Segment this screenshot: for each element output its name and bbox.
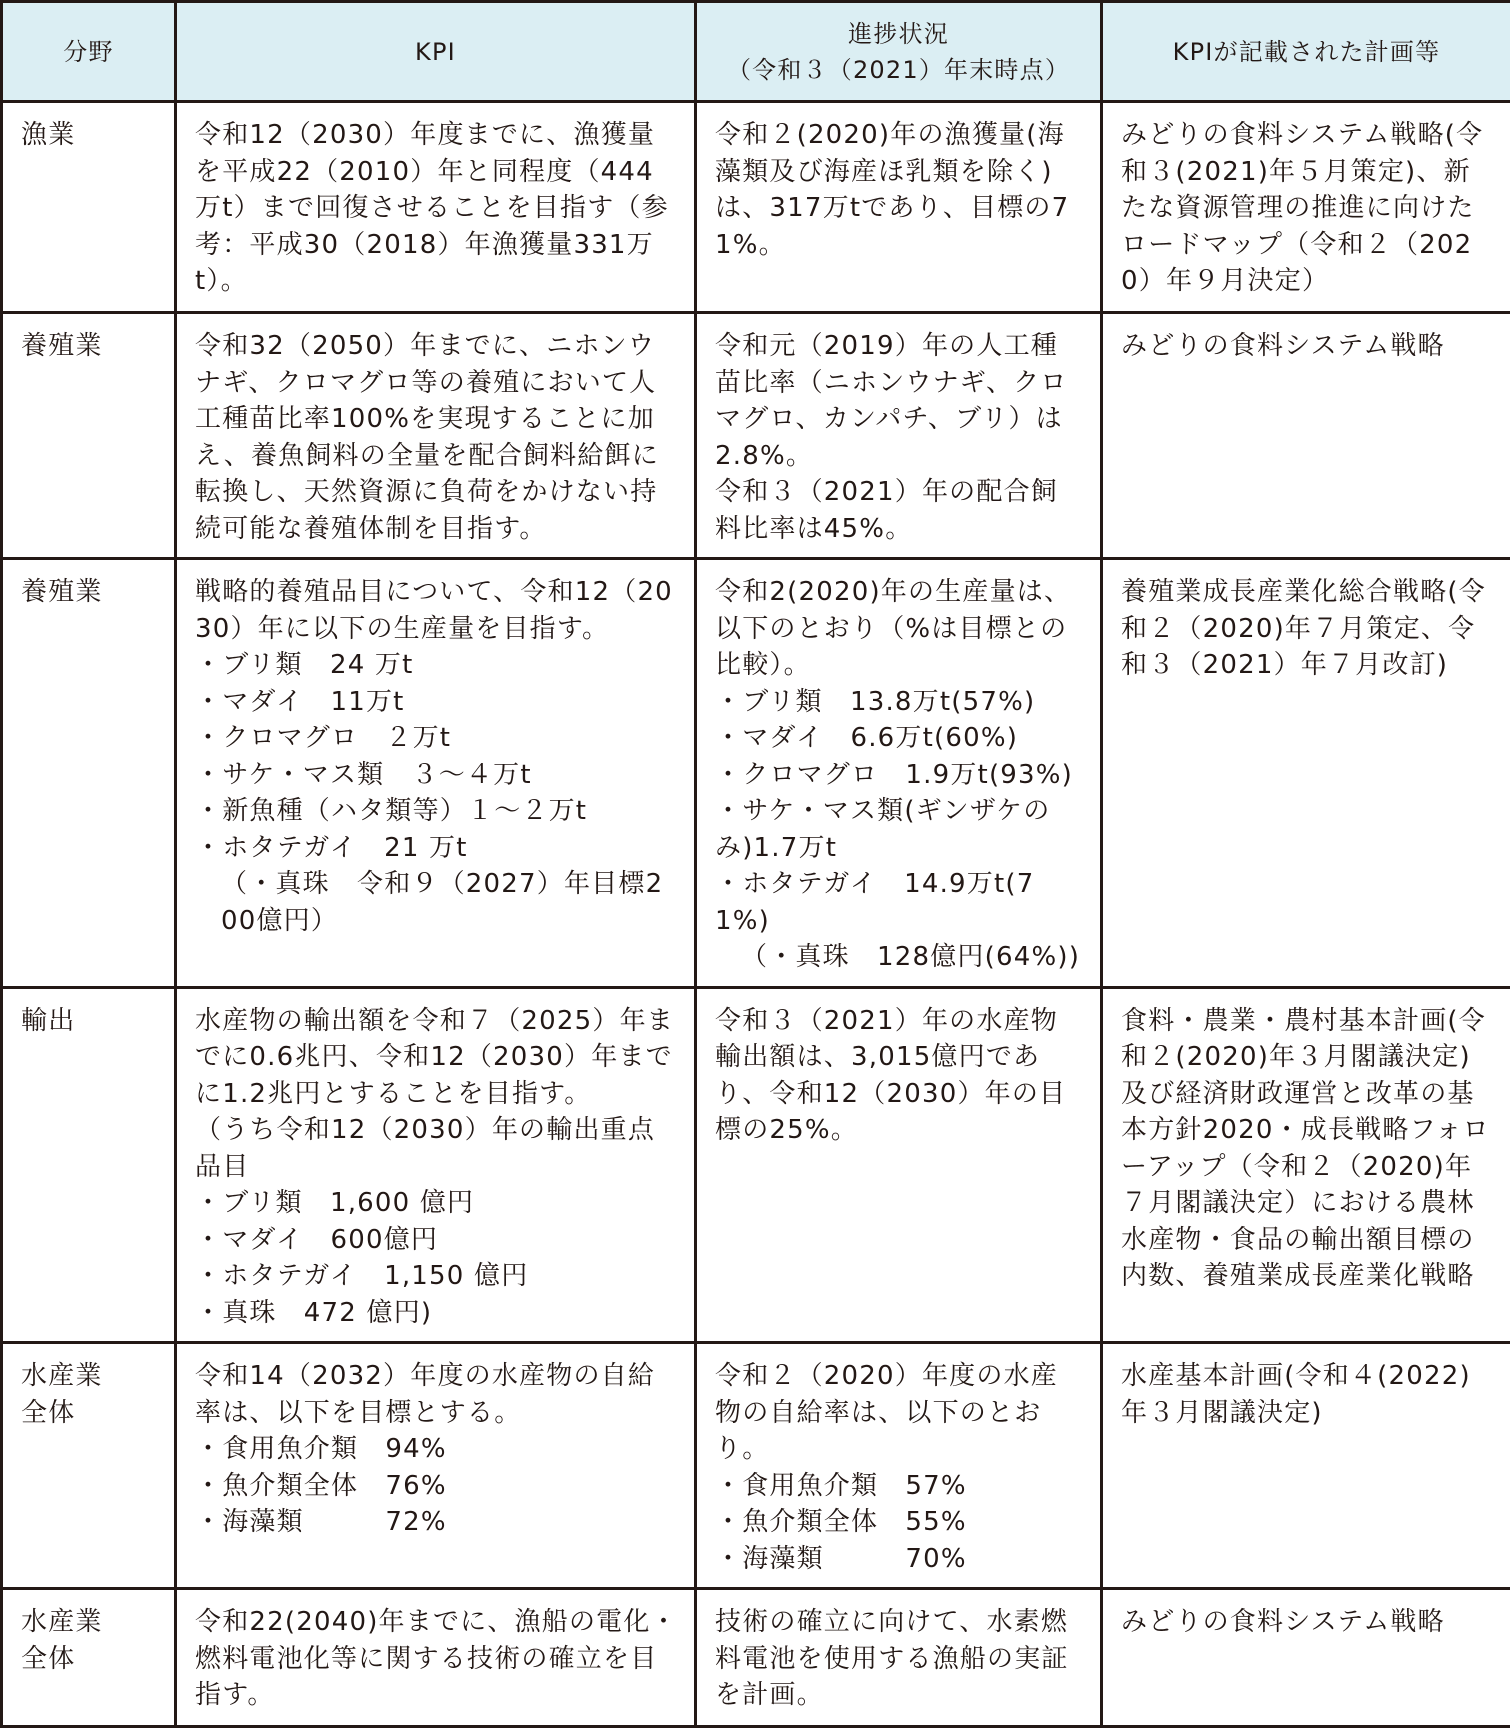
header-progress: [696, 2, 1102, 102]
table-row: [2, 313, 1510, 559]
cell-plan: みどりの食料システム戦略: [1102, 313, 1510, 559]
table-row: [2, 102, 1510, 313]
cell-plan: 食料・農業・農村基本計画(令和２(2020)年３月閣議決定)及び経済財政運営と改革の基本方針2020・成長戦略フォローアップ（令和２（2020)年７月閣議決定）における農林水産物・食品の輸出額目標の内数、養殖業成長産業化戦略: [1102, 987, 1510, 1343]
list-item: ・ホタテガイ 21 万t: [195, 830, 678, 867]
list-item: ・新魚種（ハタ類等）１～２万t: [195, 793, 678, 830]
list-item: ・サケ・マス類(ギンザケのみ)1.7万t: [715, 793, 1084, 866]
list-item: （・真珠 128億円(64%)): [715, 939, 1084, 976]
cell-kpi: 令和12（2030）年度までに、漁獲量を平成22（2010）年と同程度（444万t）まで回復させることを目指す（参考：平成30（2018）年漁獲量331万t）。: [176, 102, 696, 313]
list-item: ・クロマグロ ２万t: [195, 720, 678, 757]
cell-plan: みどりの食料システム戦略(令和３(2021)年５月策定)、新たな資源管理の推進に向けたロードマップ（令和２（2020）年９月決定）: [1102, 102, 1510, 313]
list-item: ・海藻類 72%: [195, 1504, 678, 1541]
cell-field: 輸出: [2, 987, 176, 1343]
table-row: [2, 1343, 1510, 1589]
list-item: ・食用魚介類 94%: [195, 1431, 678, 1468]
cell-kpi: 令和14（2032）年度の水産物の自給率は、以下を目標とする。 ・食用魚介類 94% ・魚介類全体 76% ・海藻類 72%: [176, 1343, 696, 1589]
list-item: ・食用魚介類 57%: [715, 1468, 1084, 1505]
list-item: ・ホタテガイ 14.9万t(71%): [715, 866, 1084, 939]
cell-kpi: 戦略的養殖品目について、令和12（2030）年に以下の生産量を目指す。 ・ブリ類 24 万t ・マダイ 11万t ・クロマグロ ２万t ・サケ・マス類 ３～４万t ・新魚種（ハタ類等）１～２万t ・ホタテガイ 21 万t （・真珠 令和９（2027）年目標200億円）: [176, 559, 696, 988]
list-item: ・ブリ類 24 万t: [195, 647, 678, 684]
header-field: 分野: [2, 2, 176, 102]
cell-field: 養殖業: [2, 313, 176, 559]
list-item: ・魚介類全体 76%: [195, 1468, 678, 1505]
list-item: （・真珠 令和９（2027）年目標200億円）: [195, 866, 678, 939]
cell-field: 漁業: [2, 102, 176, 313]
list-item: ・真珠 472 億円): [195, 1295, 678, 1332]
list-item: ・マダイ 600億円: [195, 1222, 678, 1259]
cell-kpi: 令和22(2040)年までに、漁船の電化・燃料電池化等に関する技術の確立を目指す。: [176, 1589, 696, 1727]
table-row: [2, 987, 1510, 1343]
cell-progress: 令和２(2020)年の漁獲量(海藻類及び海産ほ乳類を除く)は、317万tであり、目標の71%。: [696, 102, 1102, 313]
cell-kpi: 令和32（2050）年までに、ニホンウナギ、クロマグロ等の養殖において人工種苗比率100%を実現することに加え、養魚飼料の全量を配合飼料給餌に転換し、天然資源に負荷をかけない持続可能な養殖体制を目指す。: [176, 313, 696, 559]
table-row: [2, 559, 1510, 988]
cell-progress: 令和３（2021）年の水産物輸出額は、3,015億円であり、令和12（2030）年の目標の25%。: [696, 987, 1102, 1343]
cell-progress: 令和元（2019）年の人工種苗比率（ニホンウナギ、クロマグロ、カンパチ、ブリ）は2.8%。 令和３（2021）年の配合飼料比率は45%。: [696, 313, 1102, 559]
header-kpi: KPI: [176, 2, 696, 102]
cell-plan: 水産基本計画(令和４(2022)年３月閣議決定): [1102, 1343, 1510, 1589]
list-item: ・海藻類 70%: [715, 1541, 1084, 1578]
cell-progress: 令和2(2020)年の生産量は、以下のとおり（%は目標との比較）。 ・ブリ類 13.8万t(57%) ・マダイ 6.6万t(60%) ・クロマグロ 1.9万t(93%) ・サケ・マス類(ギンザケのみ)1.7万t ・ホタテガイ 14.9万t(71%) （・真珠 128億円(64%)): [696, 559, 1102, 988]
cell-plan: みどりの食料システム戦略: [1102, 1589, 1510, 1727]
cell-field: 養殖業: [2, 559, 176, 988]
header-row: [2, 2, 1510, 102]
cell-field: 水産業 全体: [2, 1343, 176, 1589]
cell-progress: 技術の確立に向けて、水素燃料電池を使用する漁船の実証を計画。: [696, 1589, 1102, 1727]
list-item: ・サケ・マス類 ３～４万t: [195, 757, 678, 794]
list-item: ・ホタテガイ 1,150 億円: [195, 1258, 678, 1295]
header-progress-title: 進捗状況: [707, 16, 1090, 52]
header-progress-subtitle: （令和３（2021）年末時点）: [707, 52, 1090, 88]
list-item: ・マダイ 6.6万t(60%): [715, 720, 1084, 757]
list-item: ・クロマグロ 1.9万t(93%): [715, 757, 1084, 794]
cell-progress: 令和２（2020）年度の水産物の自給率は、以下のとおり。 ・食用魚介類 57% ・魚介類全体 55% ・海藻類 70%: [696, 1343, 1102, 1589]
cell-kpi: 水産物の輸出額を令和７（2025）年までに0.6兆円、令和12（2030）年までに1.2兆円とすることを目指す。 （うち令和12（2030）年の輸出重点品目 ・ブリ類 1,600 億円 ・マダイ 600億円 ・ホタテガイ 1,150 億円 ・真珠 472 億円): [176, 987, 696, 1343]
list-item: ・魚介類全体 55%: [715, 1504, 1084, 1541]
header-plan: KPIが記載された計画等: [1102, 2, 1510, 102]
list-item: ・ブリ類 13.8万t(57%): [715, 684, 1084, 721]
list-item: ・マダイ 11万t: [195, 684, 678, 721]
cell-field: 水産業 全体: [2, 1589, 176, 1727]
list-item: ・ブリ類 1,600 億円: [195, 1185, 678, 1222]
cell-plan: 養殖業成長産業化総合戦略(令和２（2020)年７月策定、令和３（2021）年７月改訂): [1102, 559, 1510, 988]
